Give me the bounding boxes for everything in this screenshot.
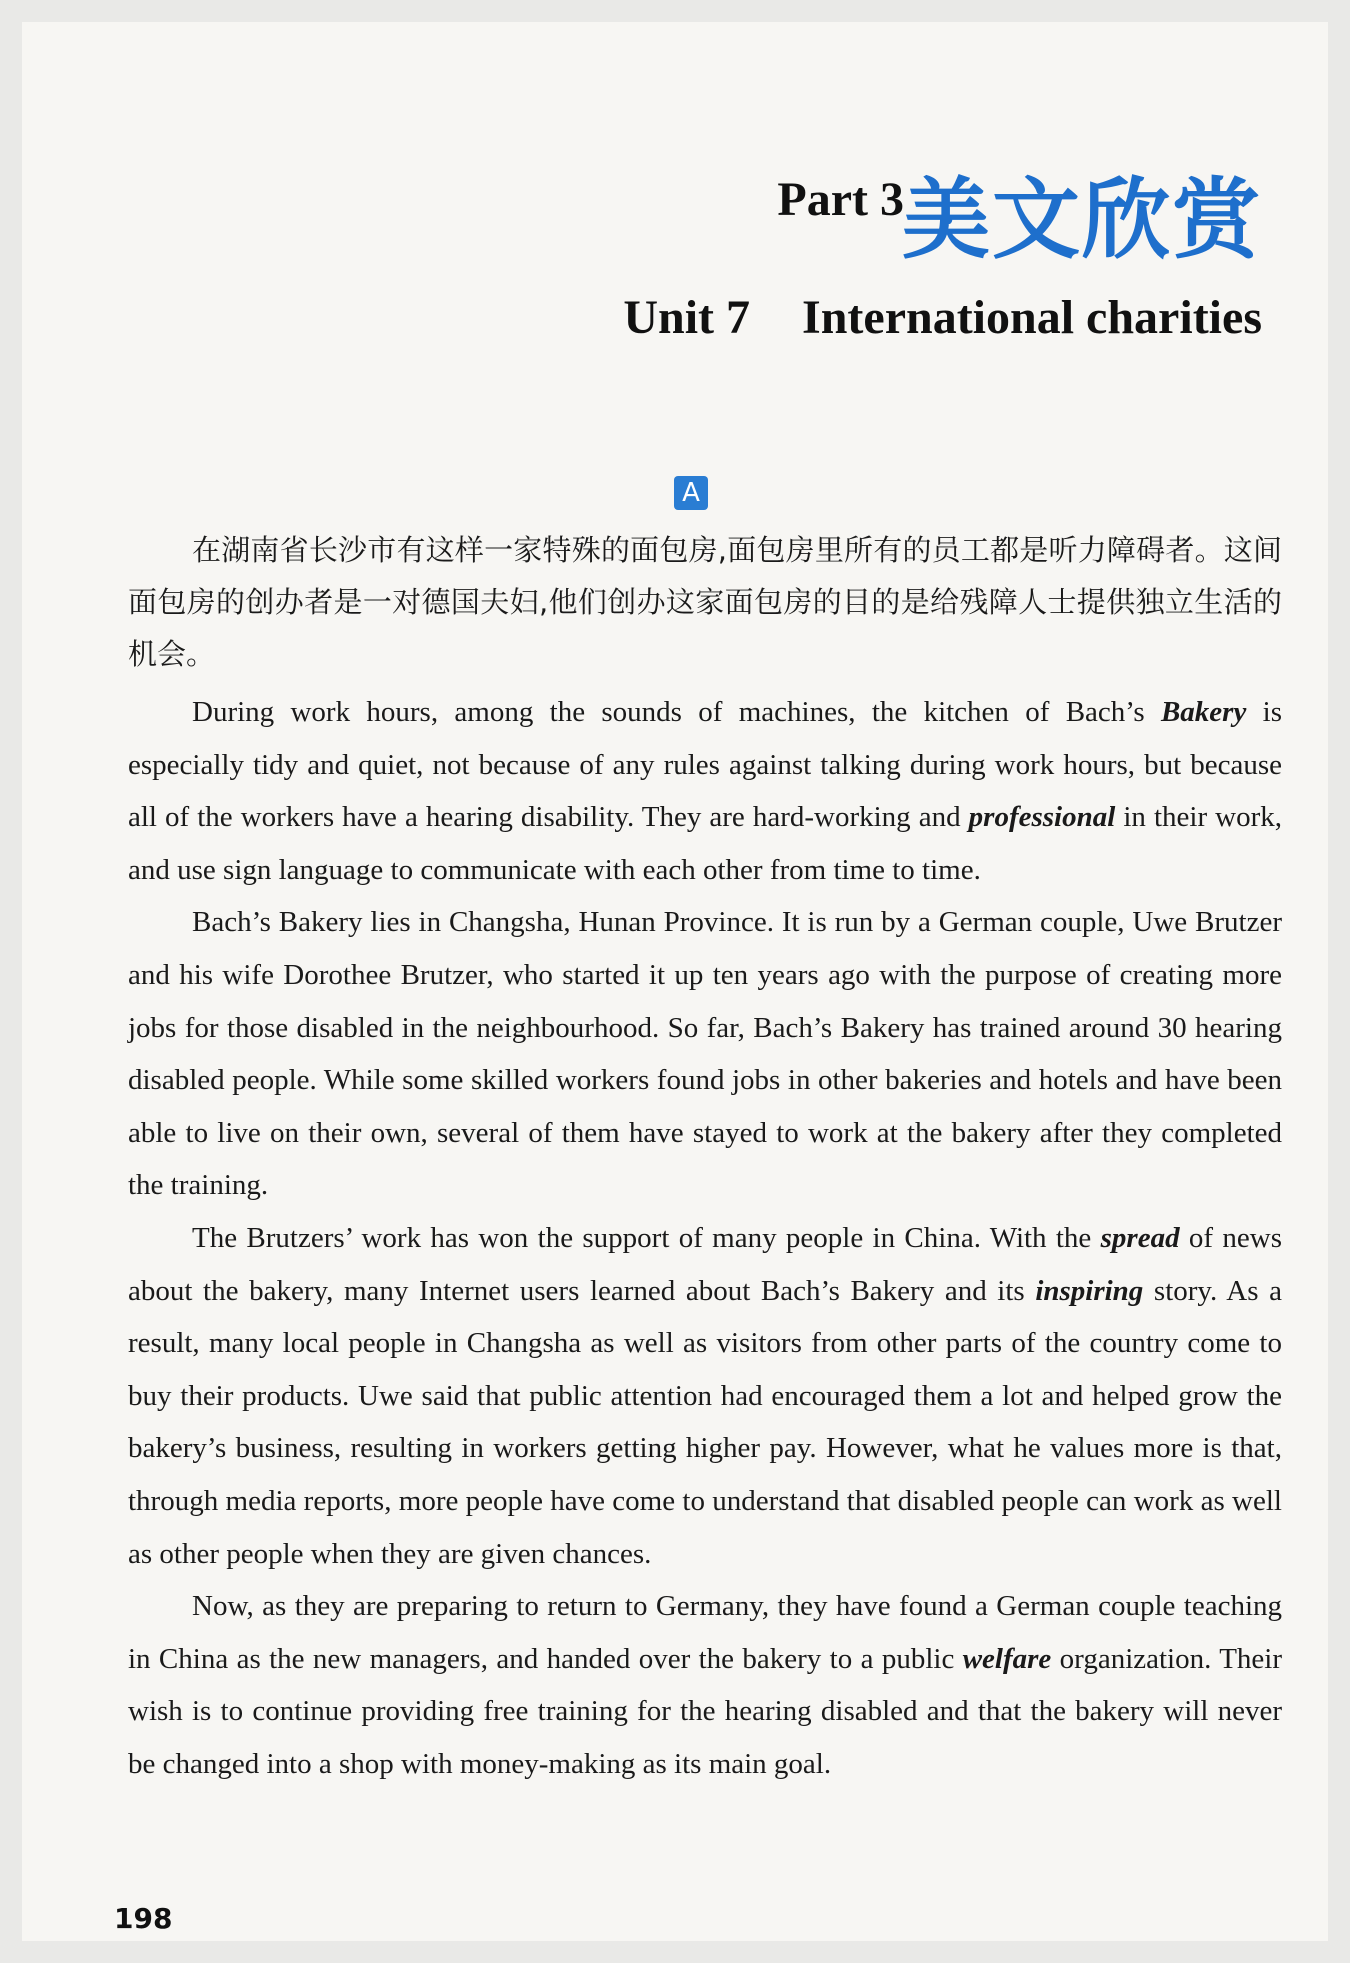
keyword-inspiring: inspiring bbox=[1035, 1274, 1144, 1307]
text: is especially tidy and quiet, not because of any rules against talking during work hours, but because all of the workers have a hearing disability. They are hard-working and bbox=[128, 696, 1282, 834]
unit-number: Unit 7 bbox=[623, 291, 751, 344]
paragraph-4 bbox=[128, 1580, 1282, 1790]
paragraph-3 bbox=[128, 1212, 1282, 1580]
text: of news about the bakery, many Internet users learned about Bach’s Bakery and its bbox=[128, 1221, 1282, 1307]
text: in their work, and use sign language to communicate with each other from time to time. bbox=[128, 801, 1282, 886]
article-body bbox=[128, 686, 1282, 1790]
intro-paragraph-cn: 在湖南省长沙市有这样一家特殊的面包房,面包房里所有的员工都是听力障碍者。这间面包房的创办者是一对德国夫妇,他们创办这家面包房的目的是给残障人士提供独立生活的机会。 bbox=[128, 533, 1282, 671]
paragraph-2: Bach’s Bakery lies in Changsha, Hunan Province. It is run by a German couple, Uwe Brutzer and his wife Dorothee Brutzer, who started it up ten years ago with the purpose of creating more jobs for those disabled in the neighbourhood. So far, Bach’s Bakery has trained around 30 hearing disabled people. While some skilled workers found jobs in other bakeries and hotels and have been able to live on their own, several of them have stayed to work at the bakery after they completed the training. bbox=[128, 906, 1282, 1202]
keyword-bakery: Bakery bbox=[1160, 696, 1247, 728]
part-title-cn: 美文欣赏 bbox=[901, 168, 1262, 271]
section-badge: A bbox=[674, 476, 708, 510]
text: Now, as they are preparing to return to Germany, they have found a German couple teaching in China as the new managers, and handed over the bakery to a public bbox=[128, 1590, 1282, 1675]
unit-heading bbox=[623, 290, 1262, 345]
text: During work hours, among the sounds of machines, the kitchen of Bach’s bbox=[192, 696, 1161, 728]
text: organization. Their wish is to continue providing free training for the hearing disabled and that the bakery will never be changed into a shop with money-making as its main goal. bbox=[128, 1642, 1283, 1780]
keyword-professional: professional bbox=[968, 801, 1116, 834]
part-label: Part 3 bbox=[777, 173, 904, 226]
page-number: 198 bbox=[114, 1902, 173, 1935]
keyword-spread: spread bbox=[1100, 1221, 1180, 1254]
text: The Brutzers’ work has won the support of many people in China. With the bbox=[192, 1221, 1101, 1254]
unit-title: International charities bbox=[802, 291, 1262, 344]
keyword-welfare: welfare bbox=[962, 1642, 1052, 1675]
paragraph-1 bbox=[128, 686, 1282, 896]
book-page bbox=[22, 22, 1328, 1941]
text: story. As a result, many local people in Changsha as well as visitors from other parts of the country come to buy their products. Uwe said that public attention had encouraged them a lot and helped grow the bakery’s business, resulting in workers getting higher pay. However, what he values more is that, through media reports, more people have come to understand that disabled people can work as well as other people when they are given chances. bbox=[128, 1274, 1282, 1570]
